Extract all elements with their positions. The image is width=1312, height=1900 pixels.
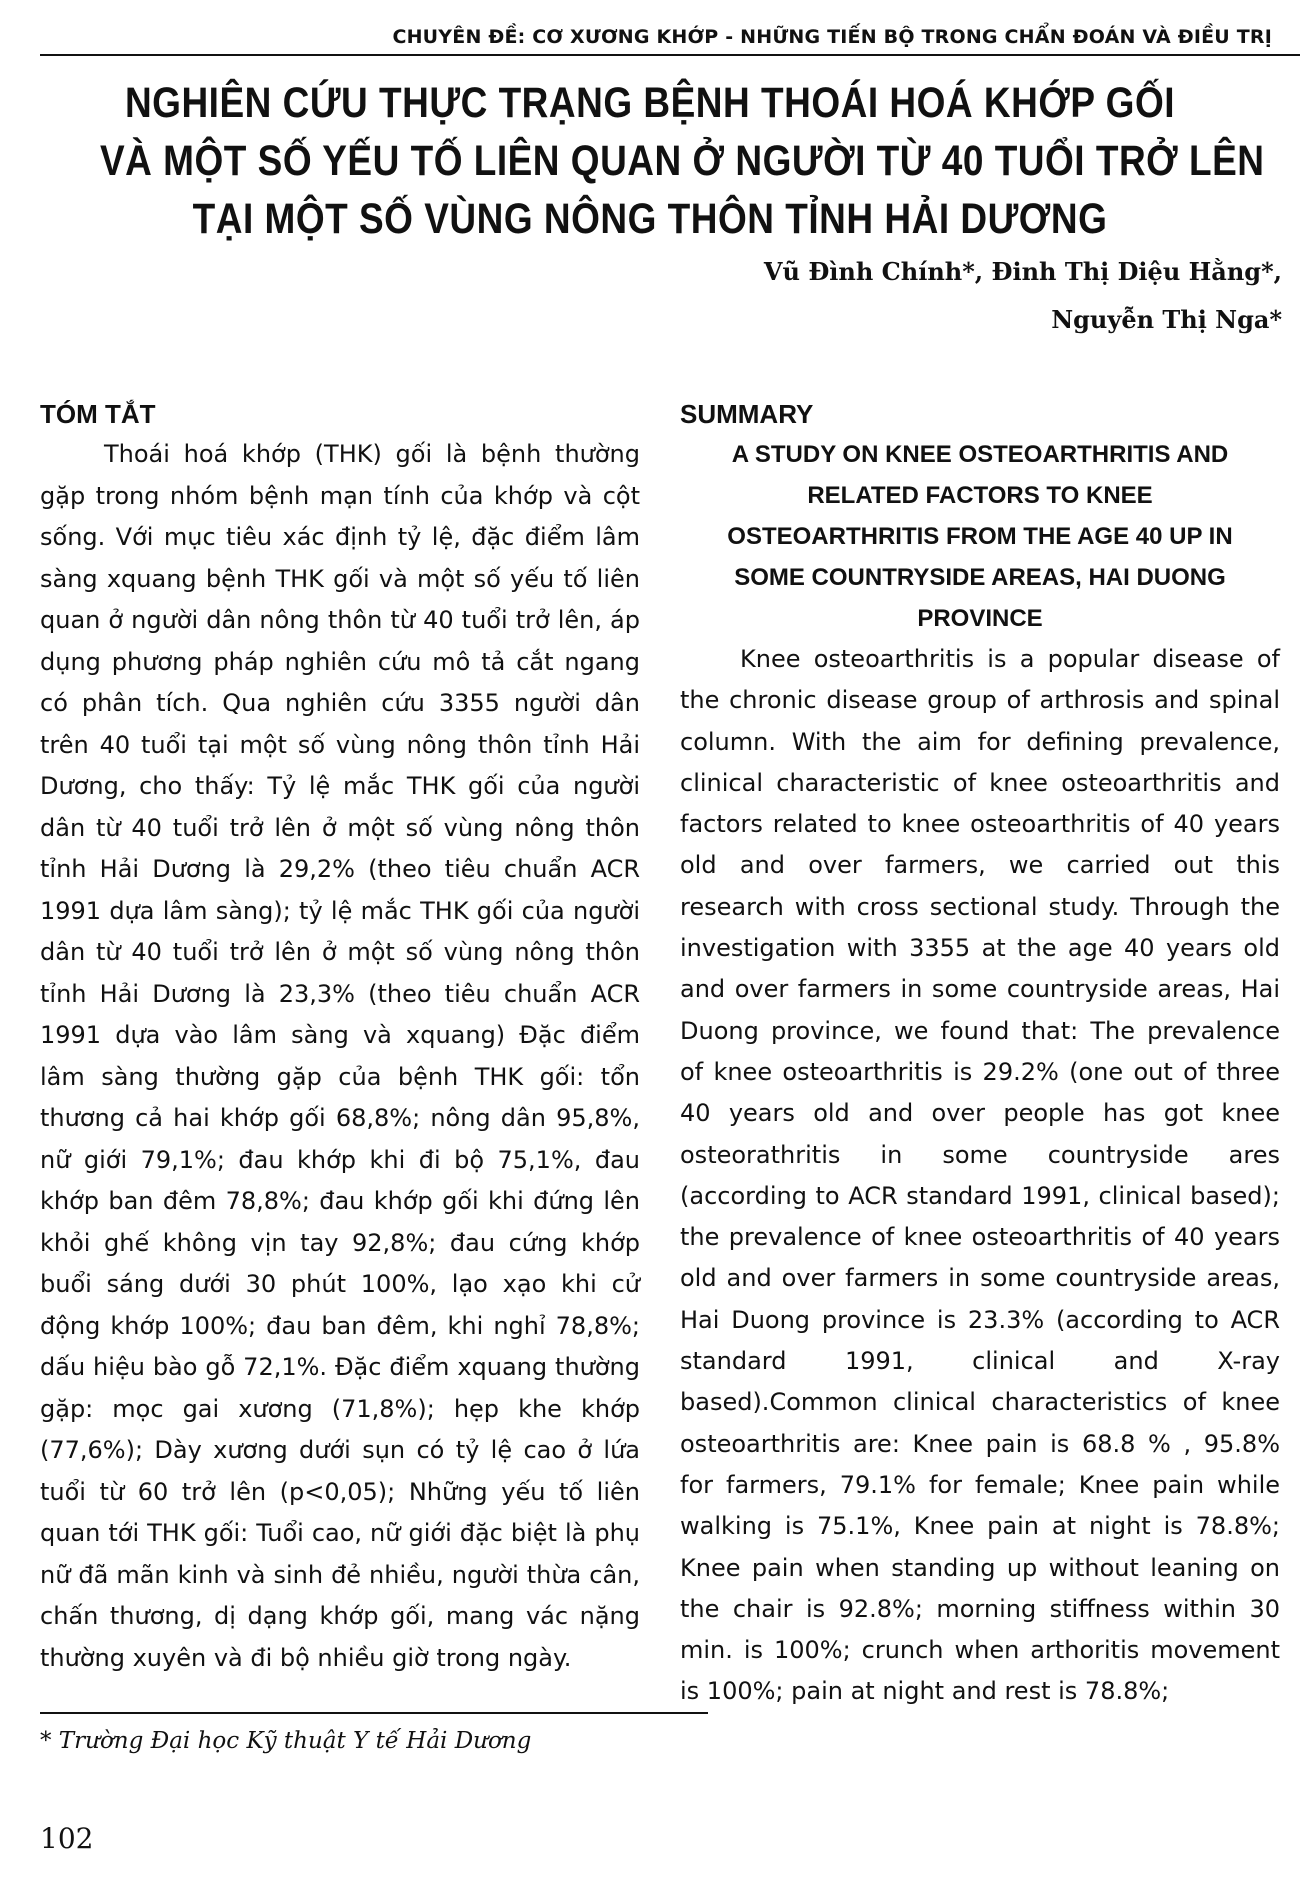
authors-line-2: Nguyễn Thị Nga* [1051, 305, 1282, 334]
abstract-heading: TÓM TẮT [40, 399, 156, 429]
abstract-text: Thoái hoá khớp (THK) gối là bệnh thường gặp trong nhóm bệnh mạn tính của khớp và cột sống. Với mục tiêu xác định tỷ lệ, đặc điểm lâm sàng xquang bệnh THK gối và một số yếu tố liên quan ở người dân nông thôn từ 40 tuổi trở lên, áp dụng phương pháp nghiên cứu mô tả cắt ngang có phân tích. Qua nghiên cứu 3355 người dân trên 40 tuổi tại một số vùng nông thôn tỉnh Hải Dương, cho thấy: Tỷ lệ mắc THK gối của người dân từ 40 tuổi trở lên ở một số vùng nông thôn tỉnh Hải Dương là 29,2% (theo tiêu chuẩn ACR 1991 dựa lâm sàng); tỷ lệ mắc THK gối của người dân từ 40 tuổi trở lên ở một số vùng nông thôn tỉnh Hải Dương là 23,3% (theo tiêu chuẩn ACR 1991 dựa vào lâm sàng và xquang) Đặc điểm lâm sàng thường gặp của bệnh THK gối: tổn thương cả hai khớp gối 68,8%; nông dân 95,8%, nữ giới 79,1%; đau khớp khi đi bộ 75,1%, đau khớp ban đêm 78,8%; đau khớp gối khi đứng lên khỏi ghế không vịn tay 92,8%; đau cứng khớp buổi sáng dưới 30 phút 100%, lạo xạo khi cử động khớp 100%; đau ban đêm, khi nghỉ 78,8%; dấu hiệu bào gỗ 72,1%. Đặc điểm xquang thường gặp: mọc gai xương (71,8%); hẹp khe khớp (77,6%); Dày xương dưới sụn có tỷ lệ cao ở lứa tuổi từ 60 trở lên (p<0,05); Những yếu tố liên quan tới THK gối: Tuổi cao, nữ giới đặc biệt là phụ nữ đã mãn kinh và sinh đẻ nhiều, người thừa cân, chấn thương, dị dạng khớp gối, mang vác nặng thường xuyên và đi bộ nhiều giờ trong ngày. [40, 440, 640, 1672]
summary-heading: SUMMARY [680, 399, 814, 429]
footnote-affiliation: * Trường Đại học Kỹ thuật Y tế Hải Dương [40, 1728, 532, 1754]
title-line-2: VÀ MỘT SỐ YẾU TỐ LIÊN QUAN Ở NGƯỜI TỪ 40 TUỔI TRỞ LÊN [100, 136, 1265, 184]
title-line-3: TẠI MỘT SỐ VÙNG NÔNG THÔN TỈNH HẢI DƯƠNG [192, 194, 1108, 242]
authors-line-1: Vũ Đình Chính*, Đinh Thị Diệu Hằng*, [763, 257, 1282, 286]
authors [764, 248, 1282, 344]
running-header: CHUYÊN ĐỀ: CƠ XƯƠNG KHỚP - NHỮNG TIẾN BỘ TRONG CHẨN ĐOÁN VÀ ĐIỀU TRỊ [392, 26, 1272, 48]
summary-english [680, 394, 1280, 1713]
abstract-vietnamese [40, 394, 640, 1679]
summary-title-line: SOME COUNTRYSIDE AREAS, HAI DUONG [734, 564, 1226, 591]
title-line-1: NGHIÊN CỨU THỰC TRẠNG BỆNH THOÁI HOÁ KHỚP GỐI [124, 78, 1176, 126]
summary-title-line: PROVINCE [917, 605, 1043, 632]
summary-text: Knee osteoarthritis is a popular disease of the chronic disease group of arthrosis and spinal column. With the aim for defining prevalence, clinical characteristic of knee osteoarthritis and factors related to knee osteoarthritis of 40 years old and over farmers, we carried out this research with cross sectional study. Through the investigation with 3355 at the age 40 years old and over farmers in some countryside areas, Hai Duong province, we found that: The prevalence of knee osteoarthritis is 29.2% (one out of three 40 years old and over people has got knee osteorathritis in some countryside ares (according to ACR standard 1991, clinical based); the prevalence of knee osteoarthritis of 40 years old and over farmers in some countryside areas, Hai Duong province is 23.3% (according to ACR standard 1991, clinical and X-ray based).Common clinical characteristics of knee osteoarthritis are: Knee pain is 68.8 % , 95.8% for farmers, 79.1% for female; Knee pain while walking is 75.1%, Knee pain at night is 78.8%; Knee pain when standing up without leaning on the chair is 92.8%; morning stiffness within 30 min. is 100%; crunch when arthoritis movement is 100%; pain at night and rest is 78.8%; [680, 645, 1280, 1706]
page-number: 102 [40, 1822, 94, 1855]
article-title [100, 74, 1265, 248]
summary-title-line: A STUDY ON KNEE OSTEOARTHRITIS AND [731, 441, 1229, 468]
summary-title-line: RELATED FACTORS TO KNEE [807, 482, 1153, 509]
summary-title [680, 434, 1280, 639]
footnote-rule [40, 1712, 708, 1714]
summary-title-line: OSTEOARTHRITIS FROM THE AGE 40 UP IN [727, 523, 1233, 550]
